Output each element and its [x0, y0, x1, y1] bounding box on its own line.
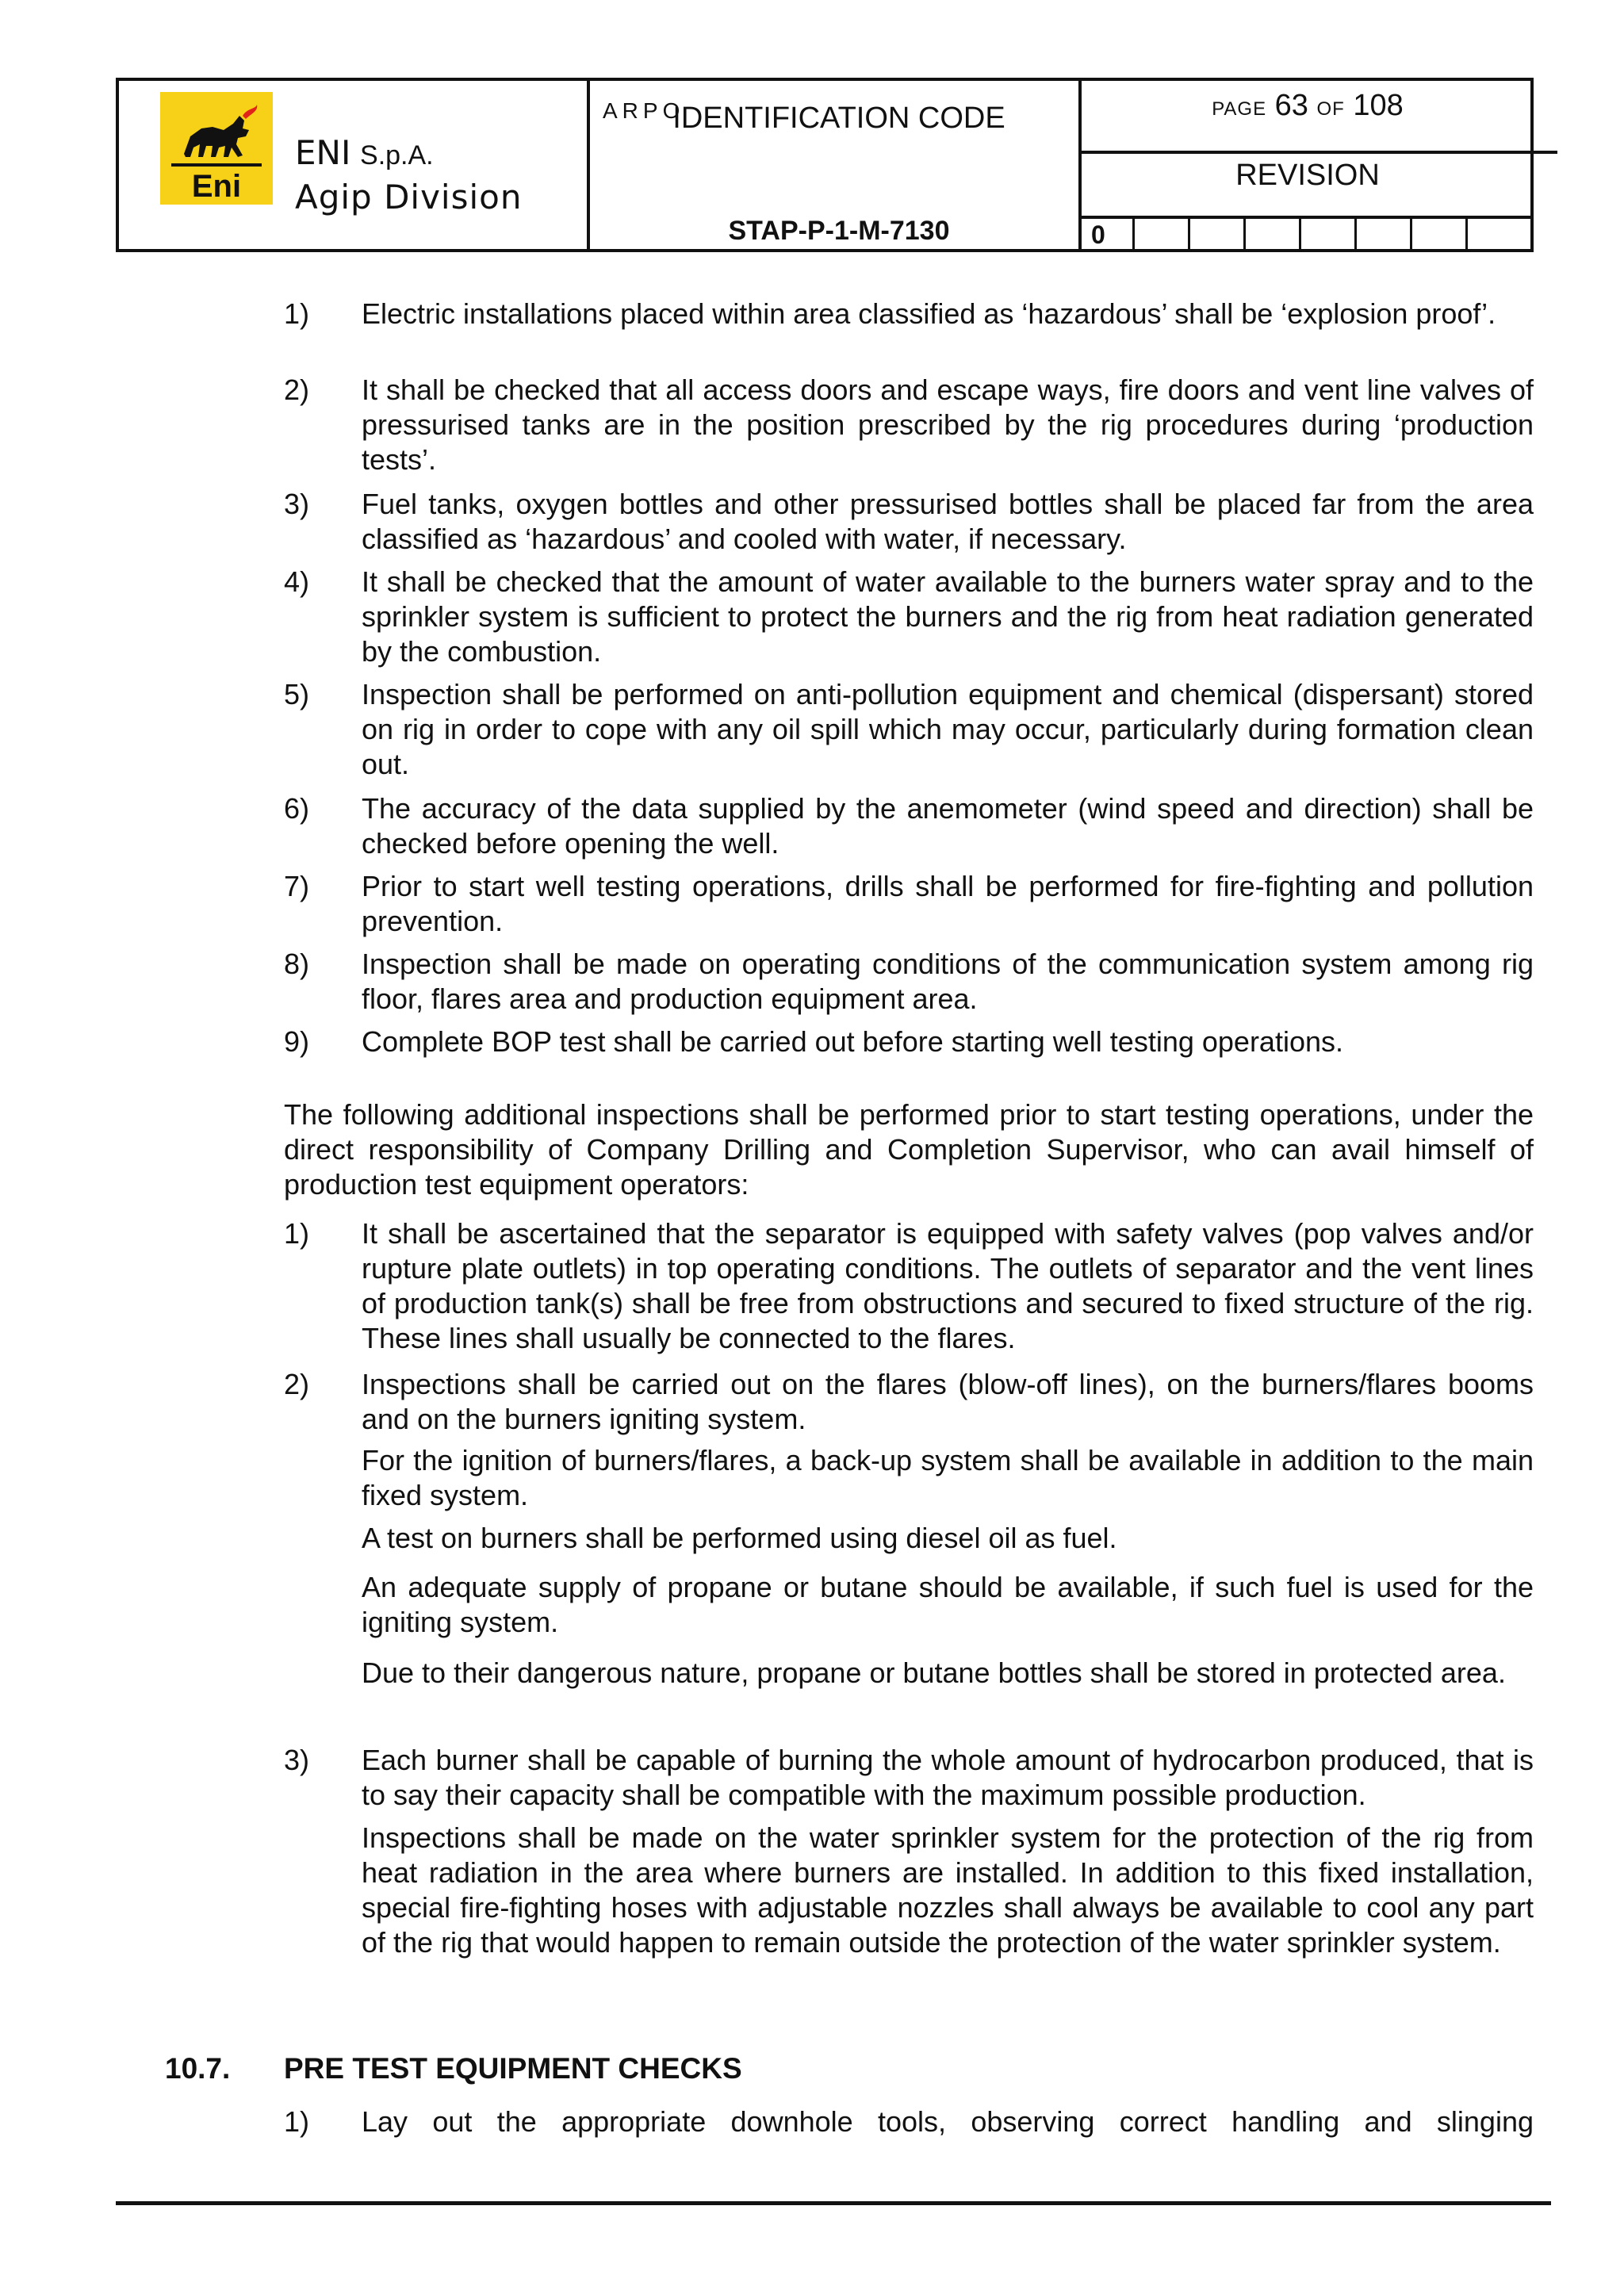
list-number: 3)	[284, 1744, 310, 1776]
arpo-label: ARPO	[603, 98, 685, 123]
section-title: PRE TEST EQUIPMENT CHECKS	[284, 2052, 742, 2085]
list-number: 1)	[284, 2105, 310, 2138]
header-divider	[587, 81, 590, 249]
list-item: Lay out the appropriate downhole tools, observing correct handling and slinging	[362, 2105, 1534, 2138]
list-item: Inspection shall be made on operating conditions of the communication system among rig floor, flares area and production equipment area.	[362, 948, 1534, 1015]
list-item: The accuracy of the data supplied by the anemometer (wind speed and direction) shall be checked before opening the well.	[362, 792, 1534, 860]
revision-cells	[1082, 219, 1534, 252]
division-name: Agip Division	[295, 178, 523, 216]
revision-label: REVISION	[1235, 159, 1380, 192]
identification-code-label: IDENTIFICATION CODE	[672, 101, 1005, 135]
list-item: Electric installations placed within area classified as ‘hazardous’ shall be ‘explosion proof’.	[362, 297, 1496, 330]
page-counter: PAGE 63 OF 108	[1212, 89, 1404, 122]
svg-text:Eni: Eni	[191, 169, 242, 204]
list-sub-paragraph: An adequate supply of propane or butane should be available, if such fuel is used for the igniting system.	[362, 1571, 1534, 1638]
list-item: Complete BOP test shall be carried out before starting well testing operations.	[362, 1025, 1343, 1058]
company-name: ENI S.p.A.	[295, 133, 434, 172]
paragraph-additional-inspections: The following additional inspections shall be performed prior to start testing operations, under the direct responsibility of Company Drilling and Completion Supervisor, who can avail himself of production test equipment operators:	[284, 1098, 1534, 1201]
list-number: 4)	[284, 565, 310, 598]
list-sub-paragraph: Due to their dangerous nature, propane or butane bottles shall be stored in protected area.	[362, 1656, 1506, 1689]
list-item: It shall be ascertained that the separator is equipped with safety valves (pop valves and/or rupture plate outlets) in top operating conditions. The outlets of separator and the vent lines of production tank(s) shall be free from obstructions and secured to fixed structure of the rig. These lines shall usually be connected to the flares.	[362, 1217, 1534, 1354]
list-number: 3)	[284, 488, 310, 520]
list-item: It shall be checked that all access doors and escape ways, fire doors and vent line valves of pressurised tanks are in the position prescribed by the rig procedures during ‘production tests’.	[362, 373, 1534, 476]
eni-logo-icon	[160, 92, 273, 205]
list-sub-paragraph: Inspections shall be made on the water sprinkler system for the protection of the rig from heat radiation in the area where burners are installed. In addition to this fixed installation, special fire-fighting hoses with adjustable nozzles shall always be available to cool any part of the rig that would happen to remain outside the protection of the water sprinkler system.	[362, 1821, 1534, 1959]
list-item: Inspections shall be carried out on the flares (blow-off lines), on the burners/flares booms and on the burners igniting system.	[362, 1368, 1534, 1435]
list-number: 8)	[284, 948, 310, 980]
revision-value: 0	[1091, 220, 1105, 249]
identification-code-value: STAP-P-1-M-7130	[728, 216, 950, 246]
list-number: 6)	[284, 792, 310, 825]
list-number: 2)	[284, 1368, 310, 1400]
section-number: 10.7.	[165, 2052, 231, 2085]
list-item: Prior to start well testing operations, drills shall be performed for fire-fighting and pollution prevention.	[362, 870, 1534, 937]
list-item: Each burner shall be capable of burning the whole amount of hydrocarbon produced, that is to say their capacity shall be compatible with the maximum possible production.	[362, 1744, 1534, 1811]
footer-rule	[116, 2201, 1551, 2205]
list-number: 5)	[284, 678, 310, 710]
list-number: 7)	[284, 870, 310, 902]
list-number: 1)	[284, 297, 310, 330]
list-sub-paragraph: For the ignition of burners/flares, a back-up system shall be available in addition to the main fixed system.	[362, 1444, 1534, 1511]
list-sub-paragraph: A test on burners shall be performed using diesel oil as fuel.	[362, 1522, 1117, 1554]
list-number: 1)	[284, 1217, 310, 1250]
document-header	[116, 78, 1534, 252]
list-item: Fuel tanks, oxygen bottles and other pressurised bottles shall be placed far from the area classified as ‘hazardous’ and cooled with water, if necessary.	[362, 488, 1534, 555]
list-number: 2)	[284, 373, 310, 406]
list-item: Inspection shall be performed on anti-pollution equipment and chemical (dispersant) stored on rig in order to cope with any oil spill which may occur, particularly during formation clean out.	[362, 678, 1534, 780]
list-number: 9)	[284, 1025, 310, 1058]
header-rule	[1082, 151, 1557, 154]
list-item: It shall be checked that the amount of water available to the burners water spray and to the sprinkler system is sufficient to protect the burners and the rig from heat radiation generated by the combustion.	[362, 565, 1534, 668]
